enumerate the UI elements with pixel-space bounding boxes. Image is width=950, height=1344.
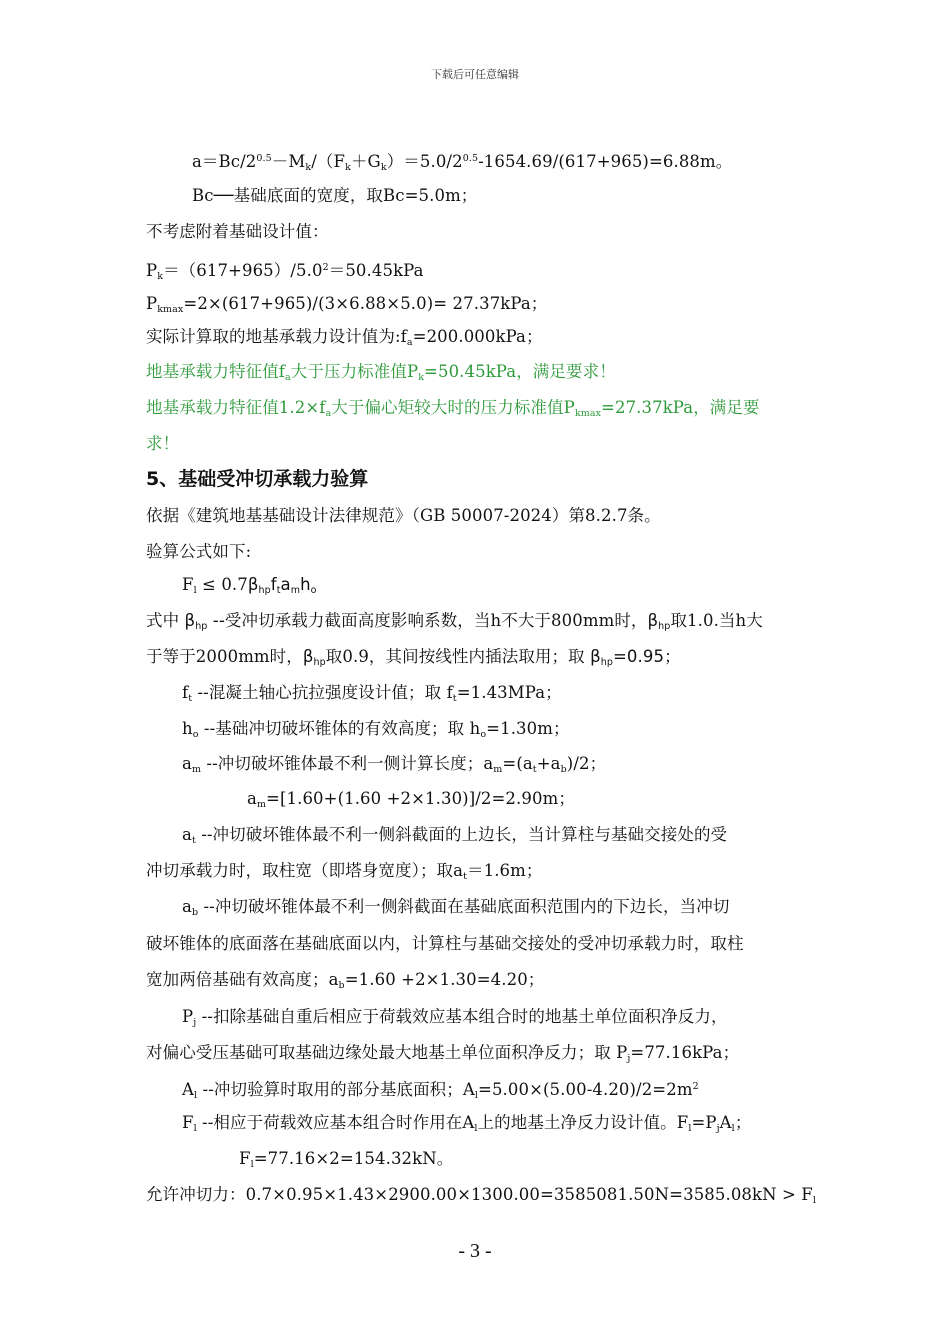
- formula-intro: 验算公式如下:: [146, 542, 252, 561]
- check-result-1: 地基承载力特征值$f_a$大于压力标准值$P_k=50.45kPa$，满足要求！: [146, 362, 616, 383]
- ab-definition: $a_b$ --冲切破坏锥体最不利一侧斜截面在基础底面积范围内的下边长，当冲切: [182, 897, 730, 918]
- am-calculation: $a_m=[1.60+(1.60 +2\times 1.30)]/2=2.90m$；: [247, 789, 575, 810]
- am-definition: $a_m$ --冲切破坏锥体最不利一侧计算长度；$a_m=(a_t+a_b)/2$；: [182, 754, 607, 775]
- allowable-punching-force: 允许冲切力：$0.7\times 0.95\times 1.43\times 2900.00\times 1300.00=3585081.50N=3585.08kN > F_l$: [146, 1185, 816, 1206]
- fl-definition: $F_l$ --相应于荷载效应基本组合时作用在$A_l$上的地基土净反力设计值。$F_l=P_jA_l$；: [182, 1113, 752, 1134]
- page-header: 下载后可任意编辑: [431, 68, 519, 81]
- al-definition: $A_l$ --冲切验算时取用的部分基底面积；$A_l=5.00\times(5.00-4.20)/2=2m^2$: [182, 1080, 699, 1101]
- pj-definition: $P_j$ --扣除基础自重后相应于荷载效应基本组合时的地基土单位面积净反力，: [182, 1007, 728, 1028]
- at-definition: $a_t$ --冲切破坏锥体最不利一侧斜截面的上边长，当计算柱与基础交接处的受: [182, 825, 728, 846]
- bhp-definition: 式中 $\beta_{hp}$ --受冲切承载力截面高度影响系数，当h不大于800mm时，$\beta_{hp}$取1.0.当h大: [146, 611, 763, 632]
- eccentricity-formula: $a=Bc/2^{0.5}-M_k/(F_k+G_k)=5.0/2^{0.5}-1654.69/(617+965)=6.88m$。: [192, 152, 733, 173]
- fl-calculation: $F_l=77.16\times 2=154.32kN$。: [239, 1149, 454, 1170]
- fa-value: 实际计算取的地基承载力设计值为$:f_a=200.000kPa$；: [146, 327, 543, 348]
- pkmax-formula: $P_{kmax}=2\times(617+965)/(3\times 6.88\times 5.0)= 27.37kPa$；: [146, 294, 548, 315]
- bhp-definition-cont: 于等于2000mm时，$\beta_{hp}$取0.9，其间按线性内插法取用；取 $\beta_{hp}=0.95$；: [146, 647, 681, 668]
- pj-definition-cont: 对偏心受压基础可取基础边缘处最大地基土单位面积净反力；取 $P_j=77.16kPa$；: [146, 1043, 740, 1064]
- page-number: - 3 -: [458, 1240, 492, 1262]
- punching-formula: $F_l \le 0.7\beta_{hp}f_ta_mh_o$: [182, 575, 317, 596]
- ft-definition: $f_t$ --混凝土轴心抗拉强度设计值；取 $f_t=1.43MPa$；: [182, 683, 562, 704]
- section-heading: 5、基础受冲切承载力验算: [146, 468, 369, 490]
- check-result-2: 地基承载力特征值$1.2\times f_a$大于偏心矩较大时的压力标准值$P_{kmax}=27.37kPa$，满足要: [146, 398, 760, 419]
- pk-formula: $P_k=(617+965)/5.0^2=50.45kPa$: [146, 261, 424, 282]
- ab-definition-cont: 破坏锥体的底面落在基础底面以内，计算柱与基础交接处的受冲切承载力时，取柱: [146, 934, 744, 953]
- ho-definition: $h_o$ --基础冲切破坏锥体的有效高度；取 $h_o=1.30m$；: [182, 719, 570, 740]
- no-attachment-heading: 不考虑附着基础设计值：: [146, 222, 329, 241]
- check-result-2-cont: 求！: [146, 434, 180, 453]
- code-reference: 依据《建筑地基基础设计法律规范》（GB 50007-2024）第8.2.7条。: [146, 506, 661, 525]
- bc-definition: Bc──基础底面的宽度，取Bc=5.0m；: [192, 186, 478, 205]
- ab-calculation: 宽加两倍基础有效高度；$a_b=1.60 +2\times 1.30=4.20$；: [146, 970, 545, 991]
- at-definition-cont: 冲切承载力时，取柱宽（即塔身宽度）；取$a_t=1.6m$；: [146, 861, 543, 882]
